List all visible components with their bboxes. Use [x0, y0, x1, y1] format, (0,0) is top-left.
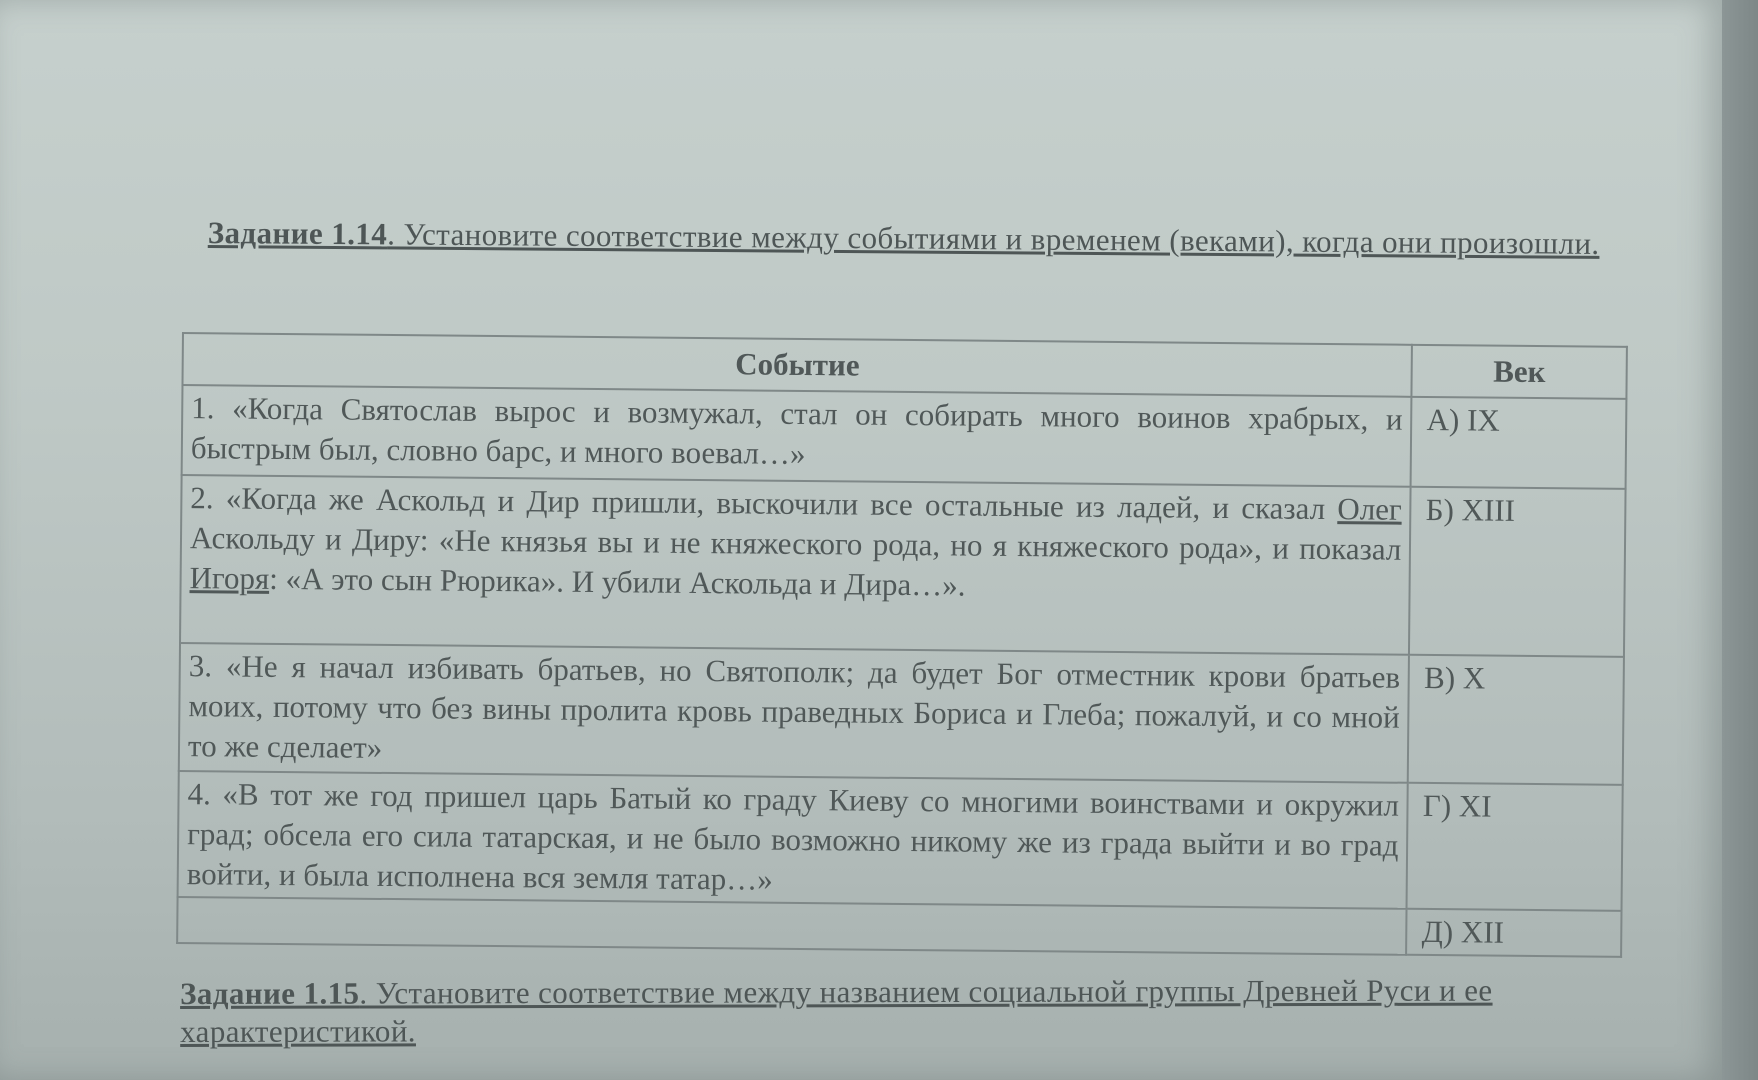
century-cell: Б) XIII — [1409, 487, 1625, 657]
task-1-15-text: . Установите соответствие между названием социальной группы Древней Руси и ее характеристикой. — [180, 972, 1493, 1049]
event-cell: 3. «Не я начал избивать братьев, но Святополк; да будет Бог отместник крови братьев моих, потому что без вины пролита кровь праведных Бориса и Глеба; пожалуй, и со мной то же сделает» — [179, 643, 1410, 783]
task-1-14-label: Задание 1.14 — [207, 214, 388, 252]
event-text: Аскольду и Диру: «Не князья вы и не княжеского рода, но я княжеского рода», и показал — [189, 520, 1402, 567]
header-century: Век — [1412, 345, 1627, 399]
event-cell — [180, 475, 1411, 655]
event-text: : «А это сын Рюрика». И убили Аскольда и Дира…». — [269, 560, 966, 603]
century-cell: В) X — [1408, 655, 1624, 785]
matching-table — [176, 332, 1628, 958]
underlined-name-oleg: Олег — [1337, 491, 1402, 527]
page-edge-shadow — [1722, 0, 1758, 1080]
table-row — [179, 643, 1624, 785]
century-cell: Г) XI — [1407, 783, 1623, 911]
task-1-14-text: . Установите соответствие между событиями и временем (веками), когда они произошли. — [387, 216, 1600, 261]
table-row — [178, 771, 1623, 911]
matching-table-wrapper — [176, 332, 1628, 958]
task-1-15 — [180, 971, 1620, 1051]
century-cell: А) IX — [1411, 397, 1626, 489]
table-row — [180, 475, 1626, 657]
event-cell: 4. «В тот же год пришел царь Батый ко граду Киеву со многими воинствами и окружил град; обсела его сила татарская, и не было возможно никому же из града выйти и во град войти, и была исполнена вся земля татар…» — [178, 771, 1409, 909]
event-cell: 1. «Когда Святослав вырос и возмужал, стал он собирать много воинов храбрых, и быстрым был, словно барс, и много воевал…» — [182, 385, 1412, 487]
century-cell: Д) XII — [1406, 909, 1621, 957]
header-event: Событие — [182, 333, 1412, 397]
underlined-name-igor: Игоря — [189, 560, 270, 596]
event-text: 2. «Когда же Аскольд и Дир пришли, выскочили все остальные из ладей, и сказал — [190, 480, 1338, 527]
task-1-15-label: Задание 1.15 — [180, 975, 360, 1011]
table-row — [182, 385, 1627, 489]
